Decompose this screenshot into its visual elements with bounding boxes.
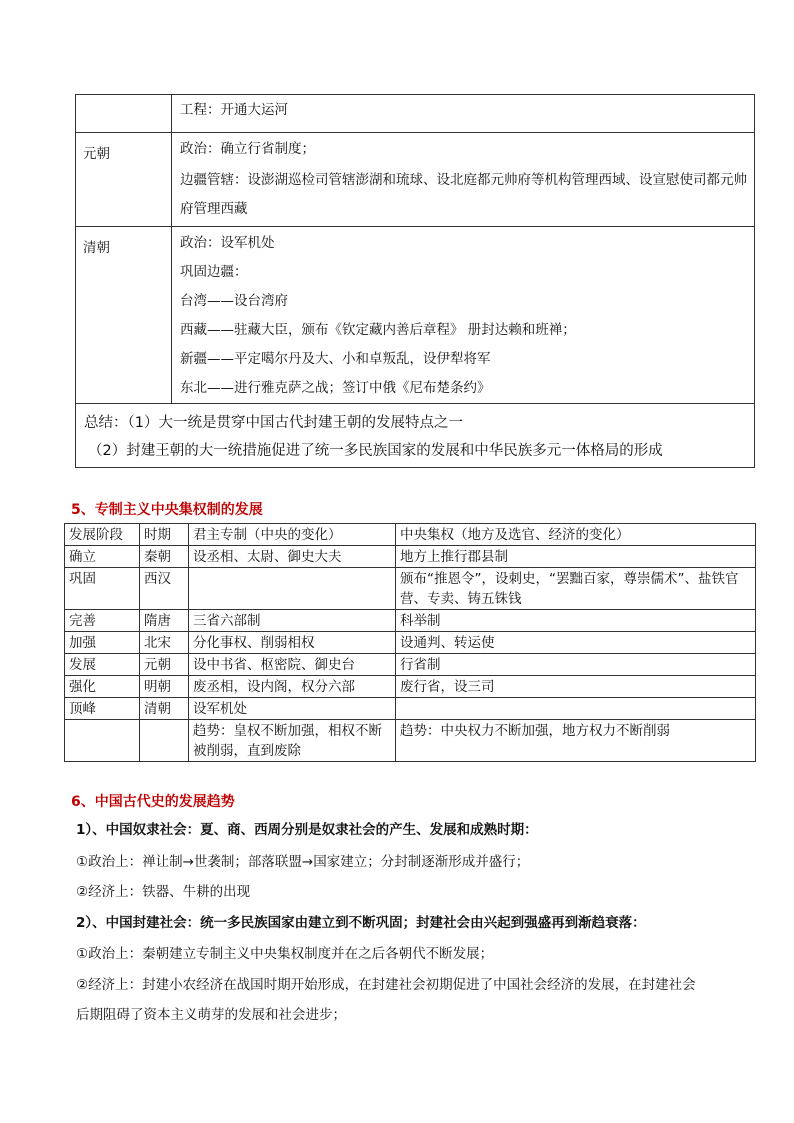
yuan-frontier: 边疆管辖：设澎湖巡检司管辖澎湖和琉球、设北庭都元帅府等机构管理西域、设宣慰使司都元帅府管理西藏: [180, 172, 747, 217]
header-cell: 君主专制（中央的变化）: [189, 524, 396, 546]
trend-row: [65, 720, 756, 762]
monarchy-cell: 设丞相、太尉、御史大夫: [189, 546, 396, 568]
summary-row: [76, 404, 755, 468]
monarchy-cell: 设中书省、枢密院、御史台: [189, 654, 396, 676]
centralization-cell: 废行省，设三司: [396, 676, 756, 698]
period-cell: 元朝: [140, 654, 189, 676]
measures-cell: [172, 133, 755, 227]
monarchy-cell: 废丞相，设内阁，权分六部: [189, 676, 396, 698]
stage-cell: 顶峰: [65, 698, 140, 720]
dynasty-cell: 元朝: [76, 133, 172, 227]
slave-society-heading: 1）、中国奴隶社会：夏、商、西周分别是奴隶社会的产生、发展和成熟时期：: [76, 822, 538, 838]
feudal-economy-line-2: 后期阻碍了资本主义萌芽的发展和社会进步；: [76, 1007, 346, 1023]
stage-cell: 发展: [65, 654, 140, 676]
period-cell: 隋唐: [140, 610, 189, 632]
period-cell: 秦朝: [140, 546, 189, 568]
stage-cell: 确立: [65, 546, 140, 568]
table-row: [65, 632, 756, 654]
centralization-table: [64, 523, 756, 762]
table-row: [76, 95, 755, 133]
qing-line: 东北——进行雅克萨之战；签订中俄《尼布楚条约》: [180, 380, 491, 396]
feudal-economy-line-1: ②经济上：封建小农经济在战国时期开始形成，在封建社会初期促进了中国社会经济的发展，在封建社会: [76, 977, 696, 993]
centralization-cell: 行省制: [396, 654, 756, 676]
summary-cell: [76, 404, 755, 468]
qing-line: 台湾——设台湾府: [180, 293, 288, 309]
centralization-cell: 地方上推行郡县制: [396, 546, 756, 568]
period-cell: 北宋: [140, 632, 189, 654]
table-row: [65, 676, 756, 698]
centralization-cell: [396, 698, 756, 720]
period-cell: 明朝: [140, 676, 189, 698]
yuan-politics: 政治：确立行省制度；: [180, 141, 315, 157]
monarchy-trend-cell: 趋势：皇权不断加强，相权不断被削弱，直到废除: [189, 720, 396, 762]
period-cell: 清朝: [140, 698, 189, 720]
monarchy-cell: [189, 568, 396, 610]
header-cell: 时期: [140, 524, 189, 546]
stage-cell: [65, 720, 140, 762]
section-6-title: 6、中国古代史的发展趋势: [71, 794, 235, 810]
feudal-society-heading: 2）、中国封建社会：统一多民族国家由建立到不断巩固；封建社会由兴起到强盛再到渐趋衰落：: [76, 915, 646, 931]
dynasty-measures-table: [75, 94, 755, 468]
stage-cell: 加强: [65, 632, 140, 654]
measures-cell: [172, 227, 755, 404]
table-row: [65, 610, 756, 632]
dynasty-cell: [76, 95, 172, 133]
qing-line: 政治：设军机处: [180, 235, 275, 251]
section-5-title: 5、专制主义中央集权制的发展: [71, 502, 263, 518]
centralization-trend-cell: 趋势：中央权力不断加强，地方权力不断削弱: [396, 720, 756, 762]
stage-cell: 完善: [65, 610, 140, 632]
feudal-politics: ①政治上：秦朝建立专制主义中央集权制度并在之后各朝代不断发展；: [76, 946, 494, 962]
centralization-cell: 设通判、转运使: [396, 632, 756, 654]
period-cell: 西汉: [140, 568, 189, 610]
header-cell: 发展阶段: [65, 524, 140, 546]
table-row: [76, 133, 755, 227]
slave-politics: ①政治上：禅让制→世袭制；部落联盟→国家建立；分封制逐渐形成并盛行；: [76, 854, 530, 870]
monarchy-cell: 设军机处: [189, 698, 396, 720]
period-cell: [140, 720, 189, 762]
summary-line-1: 总结：（1）大一统是贯穿中国古代封建王朝的发展特点之一: [84, 415, 463, 431]
centralization-cell: 科举制: [396, 610, 756, 632]
stage-cell: 巩固: [65, 568, 140, 610]
summary-line-2: （2）封建王朝的大一统措施促进了统一多民族国家的发展和中华民族多元一体格局的形成: [88, 443, 663, 459]
monarchy-cell: 三省六部制: [189, 610, 396, 632]
table-row: [65, 568, 756, 610]
table-row: [65, 546, 756, 568]
stage-cell: 强化: [65, 676, 140, 698]
qing-line: 新疆——平定噶尔丹及大、小和卓叛乱，设伊犁将军: [180, 351, 491, 367]
table-row: [76, 227, 755, 404]
centralization-cell: 颁布“推恩令”，设刺史，“罢黜百家，尊崇儒术”、盐铁官营、专卖、铸五铢钱: [396, 568, 756, 610]
qing-line: 西藏——驻藏大臣，颁布《钦定藏内善后章程》 册封达赖和班禅；: [180, 322, 576, 338]
monarchy-cell: 分化事权、削弱相权: [189, 632, 396, 654]
table-row: [65, 698, 756, 720]
qing-line: 巩固边疆：: [180, 264, 248, 280]
dynasty-cell: 清朝: [76, 227, 172, 404]
header-row: [65, 524, 756, 546]
table-row: [65, 654, 756, 676]
measures-cell: [172, 95, 755, 133]
canal-line: 工程：开通大运河: [180, 102, 288, 118]
header-cell: 中央集权（地方及选官、经济的变化）: [396, 524, 756, 546]
slave-economy: ②经济上：铁器、牛耕的出现: [76, 884, 251, 900]
